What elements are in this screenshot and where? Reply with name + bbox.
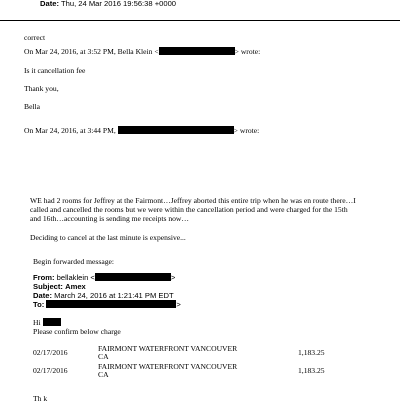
- date-label: Date:: [40, 0, 59, 8]
- charge-merchant-line2: CA: [98, 370, 109, 379]
- forwarded-greeting: [33, 318, 61, 327]
- header-divider: [0, 20, 400, 21]
- body-paragraph1-line1: WE had 2 rooms for Jeffrey at the Fairmont…Jeffrey aborted this entire trip when he was en route there…I: [30, 196, 356, 205]
- quote1-attribution: [24, 47, 260, 56]
- to-label: To:: [33, 300, 45, 309]
- forwarded-from: [33, 273, 175, 282]
- quote1-line3: Bella: [24, 102, 41, 111]
- redaction-box: [118, 126, 234, 134]
- forwarded-date-value: March 24, 2016 at 1:21:41 PM EDT: [54, 291, 174, 300]
- charge-date: 02/17/2016: [33, 366, 68, 375]
- forwarded-line: Please confirm below charge: [33, 327, 121, 336]
- from-label: From:: [33, 273, 55, 282]
- greeting-text: Hi: [33, 318, 41, 327]
- subject-label: Subject:: [33, 282, 63, 291]
- charge-amount: 1,183.25: [298, 348, 325, 357]
- charge-merchant-line1: FAIRMONT WATERFRONT VANCOUVER: [98, 362, 238, 371]
- email-header-date: [40, 0, 176, 8]
- quote1-line2: Thank you,: [24, 84, 59, 93]
- redaction-box: [159, 47, 235, 55]
- to-suffix: >: [176, 300, 181, 309]
- redaction-box: [43, 318, 61, 326]
- date-value: Thu, 24 Mar 2016 19:56:38 +0000: [60, 0, 177, 8]
- subject-value: Amex: [65, 282, 86, 291]
- quote1-attribution-prefix: On Mar 24, 2016, at 3:52 PM, Bella Klein <: [24, 47, 159, 56]
- forwarded-intro: Begin forwarded message:: [33, 257, 114, 266]
- forwarded-to: [33, 300, 181, 309]
- quote1-line1: Is it cancellation fee: [24, 66, 86, 75]
- forwarded-date: [33, 291, 174, 300]
- quote2-attribution: [24, 126, 259, 135]
- quote1-attribution-suffix: > wrote:: [234, 47, 261, 56]
- body-paragraph1-line3: and 16th…accounting is sending me receipts now…: [30, 214, 190, 223]
- from-suffix: >: [170, 273, 176, 282]
- redaction-box: [95, 273, 171, 281]
- forwarded-date-label: Date:: [33, 291, 52, 300]
- body-paragraph2: Deciding to cancel at the last minute is expensive...: [30, 233, 186, 242]
- footer-partial-text: Th k: [33, 394, 48, 403]
- redaction-box: [46, 300, 176, 308]
- reply-text: correct: [24, 33, 46, 42]
- charge-merchant-line1: FAIRMONT WATERFRONT VANCOUVER: [98, 344, 238, 353]
- forwarded-subject: [33, 282, 86, 291]
- charge-amount: 1,183.25: [298, 366, 325, 375]
- charge-date: 02/17/2016: [33, 348, 68, 357]
- charge-merchant-line2: CA: [98, 352, 109, 361]
- from-value: bellaklein <: [56, 273, 95, 282]
- quote2-attribution-prefix: On Mar 24, 2016, at 3:44 PM,: [24, 126, 116, 135]
- body-paragraph1-line2: called and cancelled the rooms but we were within the cancellation period and were charged for the 15th: [30, 205, 348, 214]
- quote2-attribution-suffix: > wrote:: [233, 126, 260, 135]
